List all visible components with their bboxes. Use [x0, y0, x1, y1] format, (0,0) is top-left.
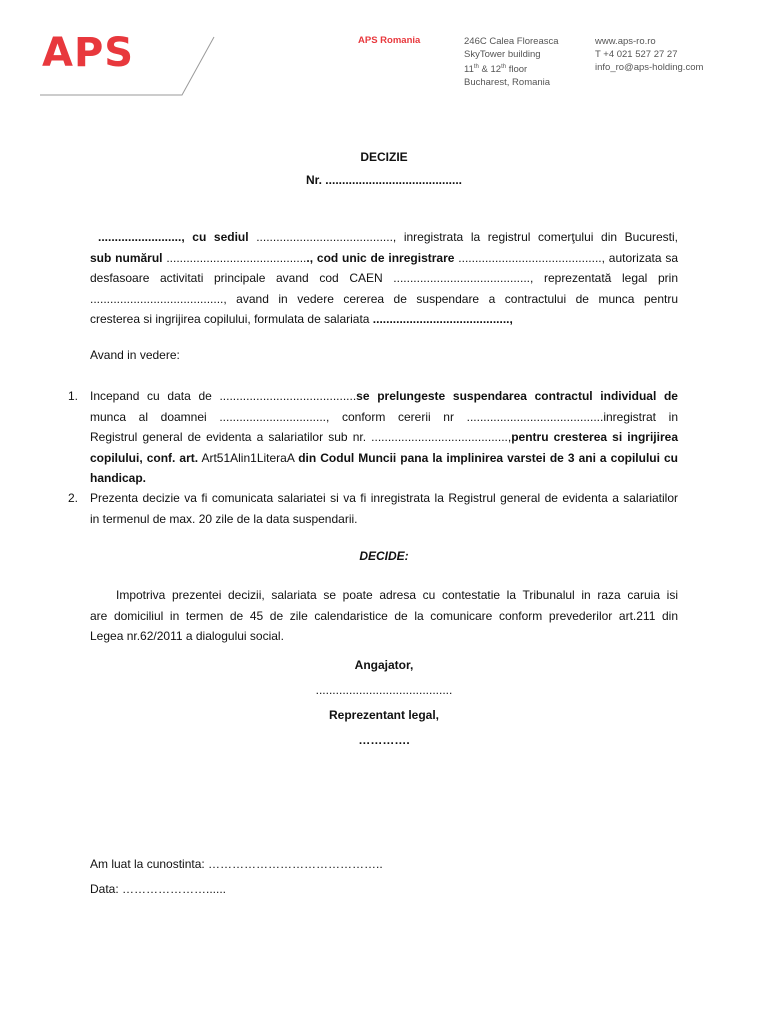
intro-line-2: sub numărul ..........................................., cod unic de inregistrare ..........................................., autorizata sa	[90, 250, 679, 265]
item-2-number: 2.	[68, 491, 79, 505]
document-number: Nr. .........................................	[305, 173, 463, 187]
company-contacts	[595, 35, 703, 74]
item-1-line-4: copilului, conf. art. Art51Alin1LiteraA din Codul Muncii pana la implinirea varstei de 3 ani a copilului cu	[90, 450, 679, 465]
address-line-4: Bucharest, Romania	[464, 77, 551, 89]
intro-line-5: cresterea si ingrijirea copilului, formulata de salariata .........................................,	[90, 312, 513, 326]
reprezentant-label: Reprezentant legal,	[328, 708, 440, 722]
contestatie-paragraph	[90, 585, 678, 647]
document-title: DECIZIE	[360, 150, 408, 164]
am-luat-la-cunostinta: Am luat la cunostinta: ……………………………………..	[90, 857, 383, 871]
item-2-line-2: in termenul de max. 20 zile de la data suspendarii.	[90, 511, 358, 526]
avand-in-vedere-label: Avand in vedere:	[90, 348, 180, 362]
angajator-signature-line: .........................................	[315, 683, 453, 697]
item-2-line-1: Prezenta decizie va fi comunicata salariatei si va fi inregistrata la Registrul general de evidenta a salariatilor	[90, 491, 678, 505]
company-name: APS Romania	[358, 35, 421, 46]
item-2-text	[90, 488, 678, 529]
address-line-3: 11th & 12th floor	[464, 64, 528, 76]
address-line-1: 246C Calea Floreasca	[464, 36, 559, 47]
intro-line-1: ........................., cu sediul ........................................., inregistrata la registrul comerţului din Bucuresti,	[98, 230, 679, 244]
item-1-line-3: Registrul general de evidenta a salariatilor sub nr. .........................................,pentru cresterea si ingrijirea	[90, 430, 678, 444]
intro-paragraph	[90, 227, 678, 330]
decide-heading: DECIDE:	[359, 549, 409, 563]
item-1-number: 1.	[68, 389, 79, 403]
item-1-text	[90, 386, 678, 489]
angajator-label: Angajator,	[354, 658, 414, 672]
intro-line-4: ........................................, avand in vedere cererea de suspendare a contractului de munca pentru	[90, 291, 678, 306]
reprezentant-signature-line: ………….	[358, 733, 410, 747]
data-line: Data: …………………......	[90, 882, 227, 896]
contestatie-line-2: are domiciliul in termen de 45 de zile calendaristice de la comunicare conform prevederilor art.211 din	[90, 608, 678, 623]
address-line-2: SkyTower building	[464, 49, 541, 60]
item-1-line-5: handicap.	[90, 471, 147, 485]
aps-logo: APS	[42, 30, 135, 76]
website-link[interactable]: www.aps-ro.ro	[595, 36, 656, 47]
phone-number: T +4 021 527 27 27	[595, 49, 678, 60]
contestatie-line-1: Impotriva prezentei decizii, salariata se poate adresa cu contestatie la Tribunalul in raza caruia isi	[116, 588, 678, 602]
company-address	[464, 35, 559, 89]
intro-line-3: desfasoare activitati principale avand cod CAEN ........................................., reprezentată legal prin	[90, 271, 678, 285]
item-1-line-1: Incepand cu data de .........................................se prelungeste suspendarea contractul individual de	[90, 389, 678, 403]
email-link[interactable]: info_ro@aps-holding.com	[595, 62, 704, 73]
item-1-line-2: munca al doamnei ................................, conform cererii nr .........................................inregistrat in	[90, 409, 678, 424]
contestatie-line-3: Legea nr.62/2011 a dialogului social.	[90, 629, 284, 643]
